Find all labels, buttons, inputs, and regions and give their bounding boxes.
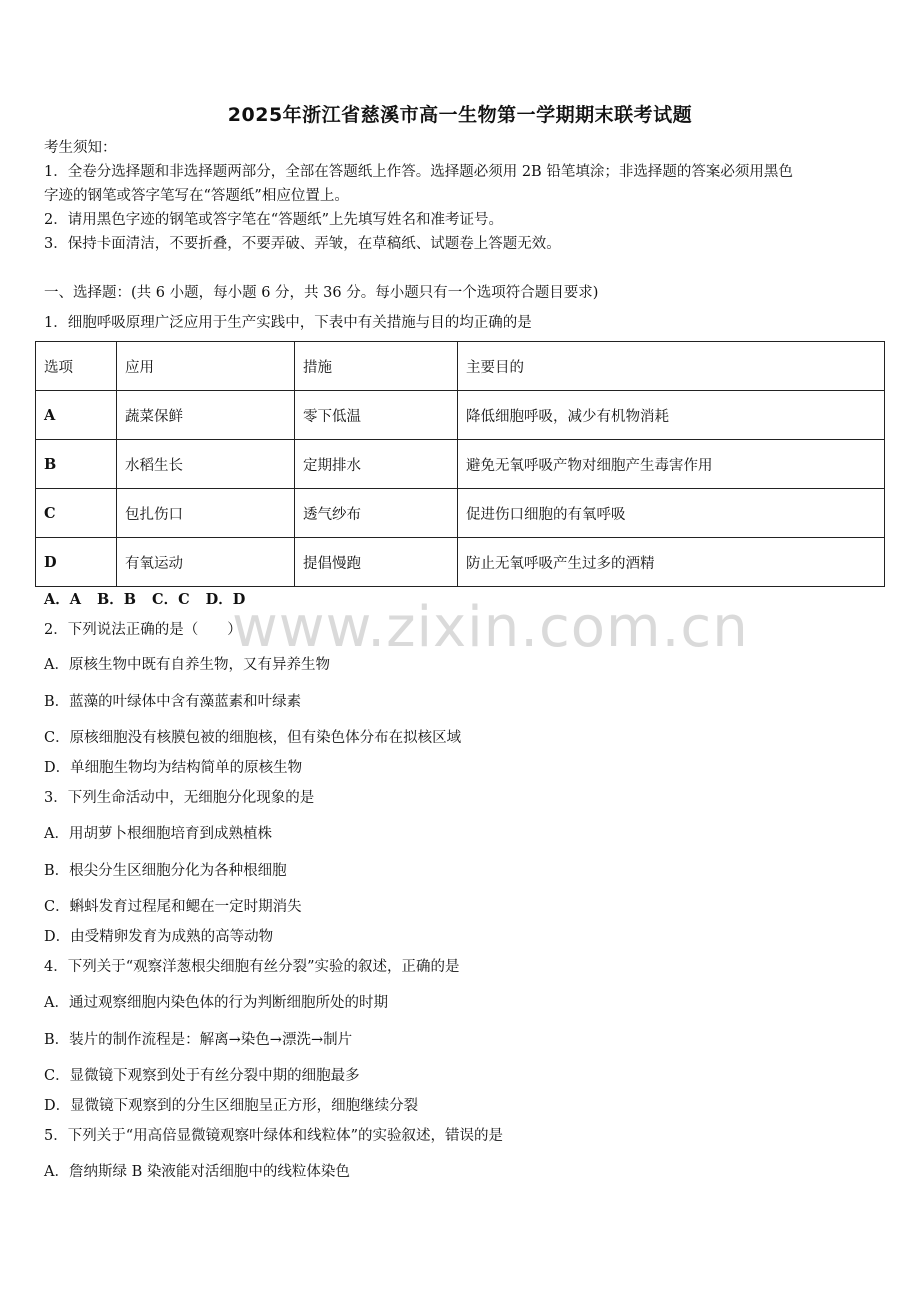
table-cell: 蔬菜保鲜 [117, 391, 295, 440]
table-cell: C [36, 489, 117, 538]
q3-option-b: B．根尖分生区细胞分化为各种根细胞 [44, 863, 287, 879]
table-header-cell: 措施 [295, 342, 458, 391]
table-cell: 有氧运动 [117, 538, 295, 587]
table-header-cell: 应用 [117, 342, 295, 391]
table-cell: 促进伤口细胞的有氧呼吸 [458, 489, 885, 538]
notice-item-1-cont: 字迹的钢笔或答字笔写在“答题纸”相应位置上。 [44, 188, 349, 204]
q4-option-a: A．通过观察细胞内染色体的行为判断细胞所处的时期 [44, 995, 388, 1011]
q1-choice-c: C．C [152, 591, 190, 608]
table-cell: 透气纱布 [295, 489, 458, 538]
watermark: www.zixin.com.cn [232, 595, 749, 660]
notice-item-3: 3．保持卡面清洁，不要折叠，不要弄破、弄皱，在草稿纸、试题卷上答题无效。 [44, 236, 561, 252]
table-header-cell: 选项 [36, 342, 117, 391]
q5-option-a: A．詹纳斯绿 B 染液能对活细胞中的线粒体染色 [44, 1164, 350, 1180]
q3-stem: 3．下列生命活动中，无细胞分化现象的是 [44, 790, 315, 806]
table-row [36, 538, 885, 587]
table-cell: 零下低温 [295, 391, 458, 440]
q3-option-d: D．由受精卵发育为成熟的高等动物 [44, 929, 274, 945]
q2-option-d: D．单细胞生物均为结构简单的原核生物 [44, 760, 303, 776]
q2-stem: 2．下列说法正确的是（ ） [44, 622, 242, 638]
table-row [36, 489, 885, 538]
table-cell: 避免无氧呼吸产物对细胞产生毒害作用 [458, 440, 885, 489]
notice-item-1: 1．全卷分选择题和非选择题两部分，全部在答题纸上作答。选择题必须用 2B 铅笔填涂；非选择题的答案必须用黑色 [44, 164, 793, 180]
table-cell: 定期排水 [295, 440, 458, 489]
notice-item-2: 2．请用黑色字迹的钢笔或答字笔在“答题纸”上先填写姓名和准考证号。 [44, 212, 504, 228]
q4-option-c: C．显微镜下观察到处于有丝分裂中期的细胞最多 [44, 1068, 360, 1084]
q1-table [35, 341, 885, 587]
q1-choice-d: D．D [205, 591, 246, 608]
table-header-cell: 主要目的 [458, 342, 885, 391]
q5-stem: 5．下列关于“用高倍显微镜观察叶绿体和线粒体”的实验叙述，错误的是 [44, 1128, 504, 1144]
q1-choice-b: B．B [97, 591, 137, 608]
notice-heading: 考生须知： [44, 140, 117, 156]
q4-option-b: B．装片的制作流程是：解离→染色→漂洗→制片 [44, 1032, 353, 1048]
q1-choices [44, 590, 261, 610]
table-header-row [36, 342, 885, 391]
q1-stem: 1．细胞呼吸原理广泛应用于生产实践中，下表中有关措施与目的均正确的是 [44, 315, 532, 331]
q4-stem: 4．下列关于“观察洋葱根尖细胞有丝分裂”实验的叙述，正确的是 [44, 959, 460, 975]
table-cell: 包扎伤口 [117, 489, 295, 538]
q3-option-c: C．蝌蚪发育过程尾和鳃在一定时期消失 [44, 899, 302, 915]
table-cell: 水稻生长 [117, 440, 295, 489]
q1-choice-a: A．A [44, 591, 82, 608]
q2-option-c: C．原核细胞没有核膜包被的细胞核，但有染色体分布在拟核区域 [44, 730, 462, 746]
q2-option-b: B．蓝藻的叶绿体中含有藻蓝素和叶绿素 [44, 694, 302, 710]
exam-title: 2025年浙江省慈溪市高一生物第一学期期末联考试题 [227, 104, 693, 126]
table-cell: A [36, 391, 117, 440]
table-cell: D [36, 538, 117, 587]
table-cell: 防止无氧呼吸产生过多的酒精 [458, 538, 885, 587]
table-cell: 提倡慢跑 [295, 538, 458, 587]
table-row [36, 391, 885, 440]
section-heading: 一、选择题：(共 6 小题，每小题 6 分，共 36 分。每小题只有一个选项符合题目要求) [44, 285, 599, 301]
q2-option-a: A．原核生物中既有自养生物，又有异养生物 [44, 657, 330, 673]
table-cell: 降低细胞呼吸，减少有机物消耗 [458, 391, 885, 440]
q4-option-d: D．显微镜下观察到的分生区细胞呈正方形，细胞继续分裂 [44, 1098, 419, 1114]
q3-option-a: A．用胡萝卜根细胞培育到成熟植株 [44, 826, 272, 842]
table-row [36, 440, 885, 489]
table-cell: B [36, 440, 117, 489]
